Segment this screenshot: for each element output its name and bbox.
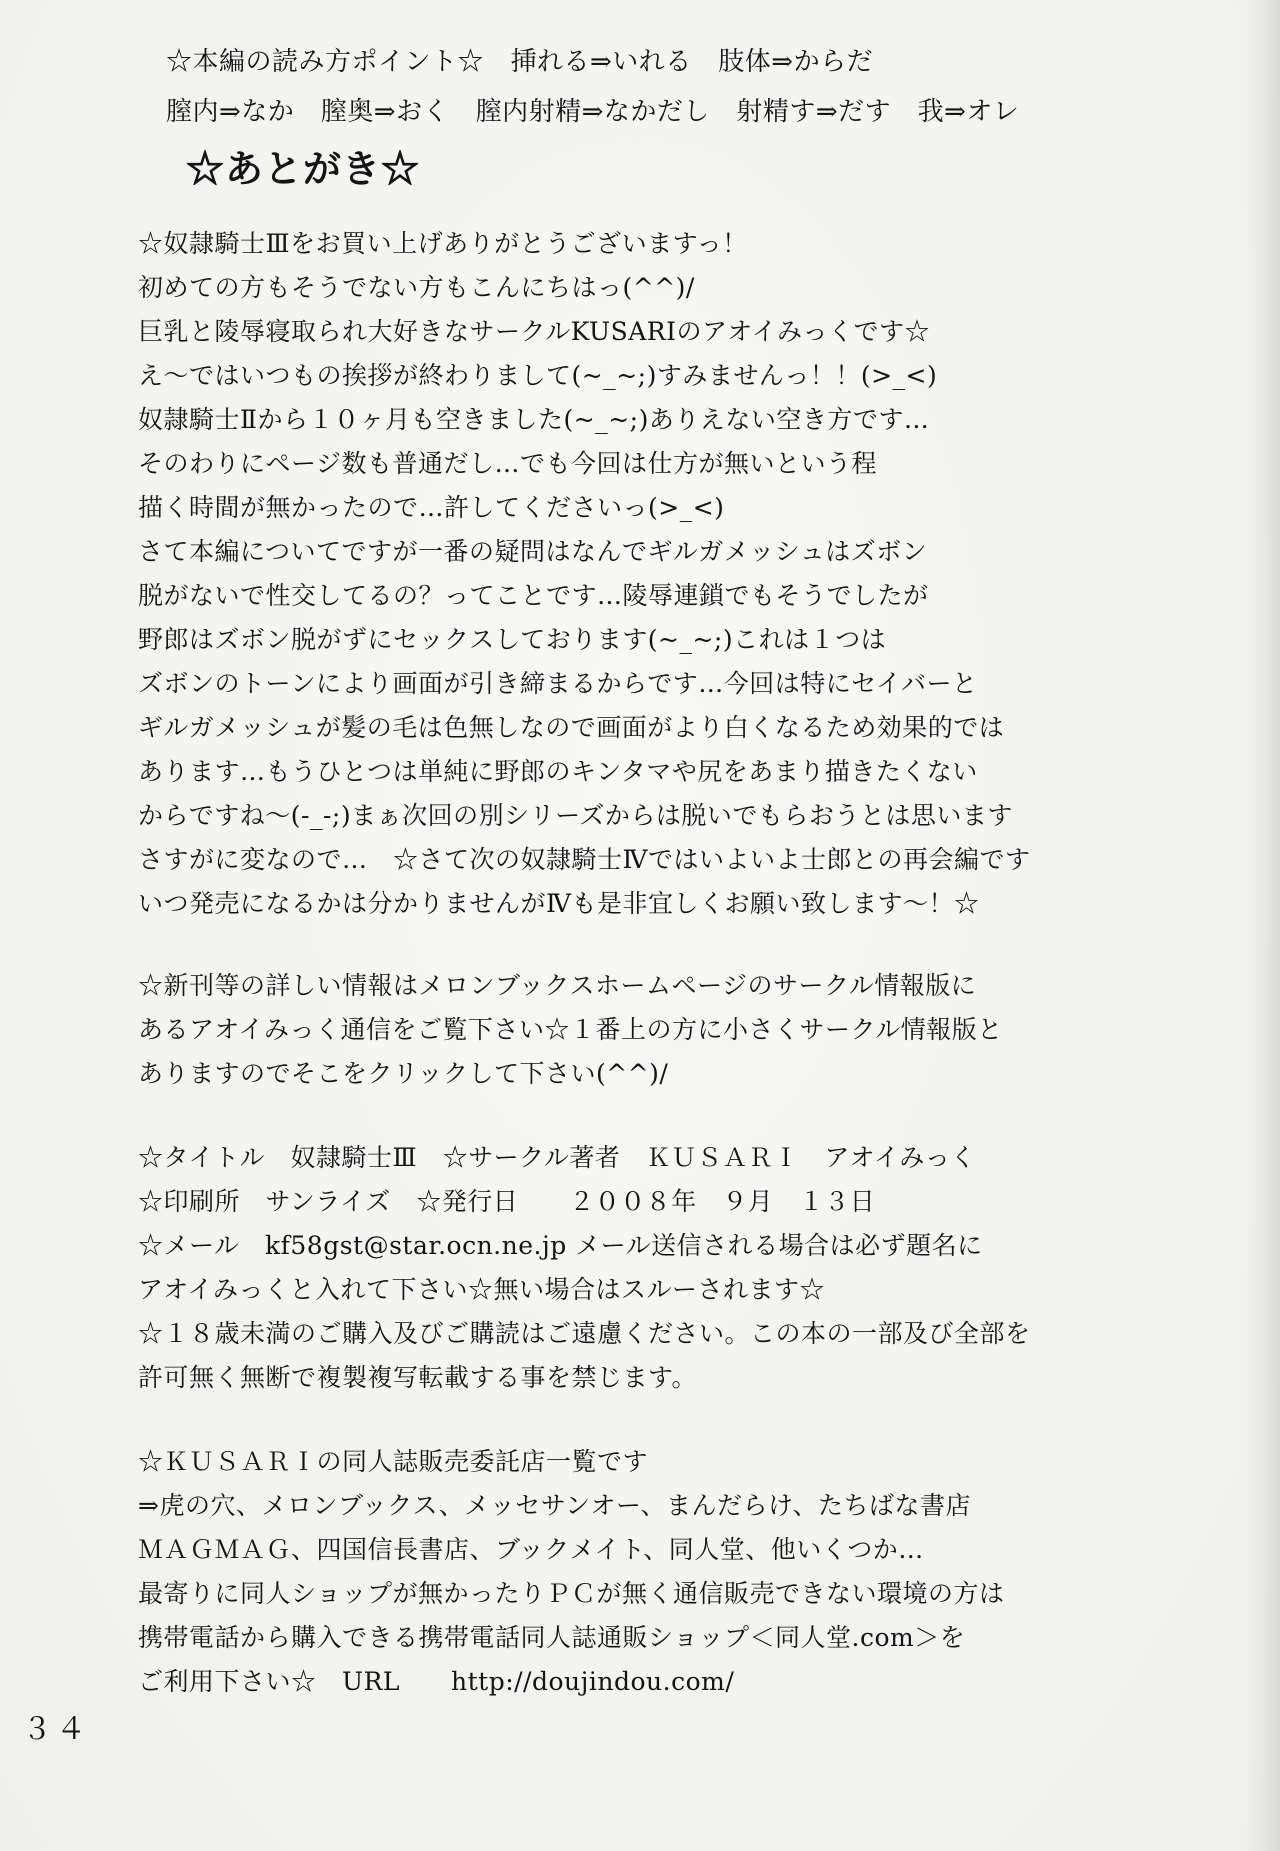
- afterword-heading: ☆あとがき☆: [186, 146, 421, 191]
- afterword-line: 描く時間が無かったので…許してくださいっ(>_<): [138, 493, 725, 522]
- shops-line: ⇒虎の穴、メロンブックス、メッセサンオー、まんだらけ、たちばな書店: [138, 1491, 971, 1520]
- afterword-line: ギルガメッシュが髪の毛は色無しなので画面がより白くなるため効果的では: [138, 713, 1005, 742]
- afterword-line: 初めての方もそうでない方もこんにちはっ(^^)/: [138, 273, 695, 302]
- afterword-line: 巨乳と陵辱寝取られ大好きなサークルKUSARIのアオイみっくです☆: [138, 317, 930, 346]
- shops-line: 携帯電話から購入できる携帯電話同人誌通販ショップ＜同人堂.com＞を: [138, 1623, 966, 1652]
- shops-line: 最寄りに同人ショップが無かったりＰＣが無く通信販売できない環境の方は: [138, 1579, 1005, 1608]
- afterword-line: あります…もうひとつは単純に野郎のキンタマや尻をあまり描きたくない: [138, 757, 978, 786]
- afterword-line: 奴隷騎士Ⅱから１０ヶ月も空きました(~_~;)ありえない空き方です…: [138, 405, 930, 434]
- afterword-line: 野郎はズボン脱がずにセックスしております(~_~;)これは１つは: [138, 625, 887, 654]
- page-number: ３４: [22, 1712, 90, 1747]
- colophon-line: アオイみっくと入れて下さい☆無い場合はスルーされます☆: [138, 1275, 826, 1304]
- info-line: あるアオイみっく通信をご覧下さい☆１番上の方に小さくサークル情報版と: [138, 1015, 1003, 1044]
- shops-line: ＭＡＧＭＡＧ、四国信長書店、ブックメイト、同人堂、他いくつか…: [138, 1535, 924, 1564]
- colophon-line: ☆メール kf58gst@star.ocn.ne.jp メール送信される場合は必ず題名に: [138, 1231, 983, 1260]
- afterword-line: いつ発売になるかは分かりませんがⅣも是非宜しくお願い致します～！☆: [138, 889, 980, 918]
- colophon-line: ☆印刷所 サンライズ ☆発行日 ２００８年 ９月 １３日: [138, 1187, 876, 1216]
- shops-line: ☆ＫＵＳＡＲＩの同人誌販売委託店一覧です: [138, 1447, 649, 1476]
- afterword-line: そのわりにページ数も普通だし…でも今回は仕方が無いという程: [138, 449, 878, 478]
- afterword-line: 脱がないで性交してるの？ってことです…陵辱連鎖でもそうでしたが: [138, 581, 929, 610]
- afterword-line: え～ではいつもの挨拶が終わりまして(~_~;)すみませんっ！！(>_<): [138, 361, 938, 390]
- page-spine-shadow: [1246, 0, 1280, 1851]
- colophon-line: ☆１８歳未満のご購入及びご購読はご遠慮ください。この本の一部及び全部を: [138, 1319, 1031, 1348]
- afterword-line: ☆奴隷騎士Ⅲをお買い上げありがとうございますっ！: [138, 229, 748, 258]
- colophon-line: ☆タイトル 奴隷騎士Ⅲ ☆サークル著者 ＫＵＳＡＲＩ アオイみっく: [138, 1143, 976, 1172]
- afterword-line: ズボンのトーンにより画面が引き締まるからです…今回は特にセイバーと: [138, 669, 978, 698]
- colophon-line: 許可無く無断で複製複写転載する事を禁じます。: [138, 1363, 698, 1392]
- afterword-line: さすがに変なので… ☆さて次の奴隷騎士Ⅳではいよいよ士郎との再会編です: [138, 845, 1031, 874]
- reading-tips-line: 膣内⇒なか 膣奥⇒おく 膣内射精⇒なかだし 射精す⇒だす 我⇒オレ: [166, 97, 1020, 127]
- info-line: ありますのでそこをクリックして下さい(^^)/: [138, 1059, 669, 1088]
- shops-line: ご利用下さい☆ URL http://doujindou.com/: [138, 1667, 735, 1696]
- afterword-line: からですね～(-_-;)まぁ次回の別シリーズからは脱いでもらおうとは思います: [138, 801, 1013, 830]
- afterword-line: さて本編についてですが一番の疑問はなんでギルガメッシュはズボン: [138, 537, 928, 566]
- info-line: ☆新刊等の詳しい情報はメロンブックスホームページのサークル情報版に: [138, 971, 977, 1000]
- reading-tips-line: ☆本編の読み方ポイント☆ 挿れる⇒いれる 肢体⇒からだ: [166, 47, 874, 77]
